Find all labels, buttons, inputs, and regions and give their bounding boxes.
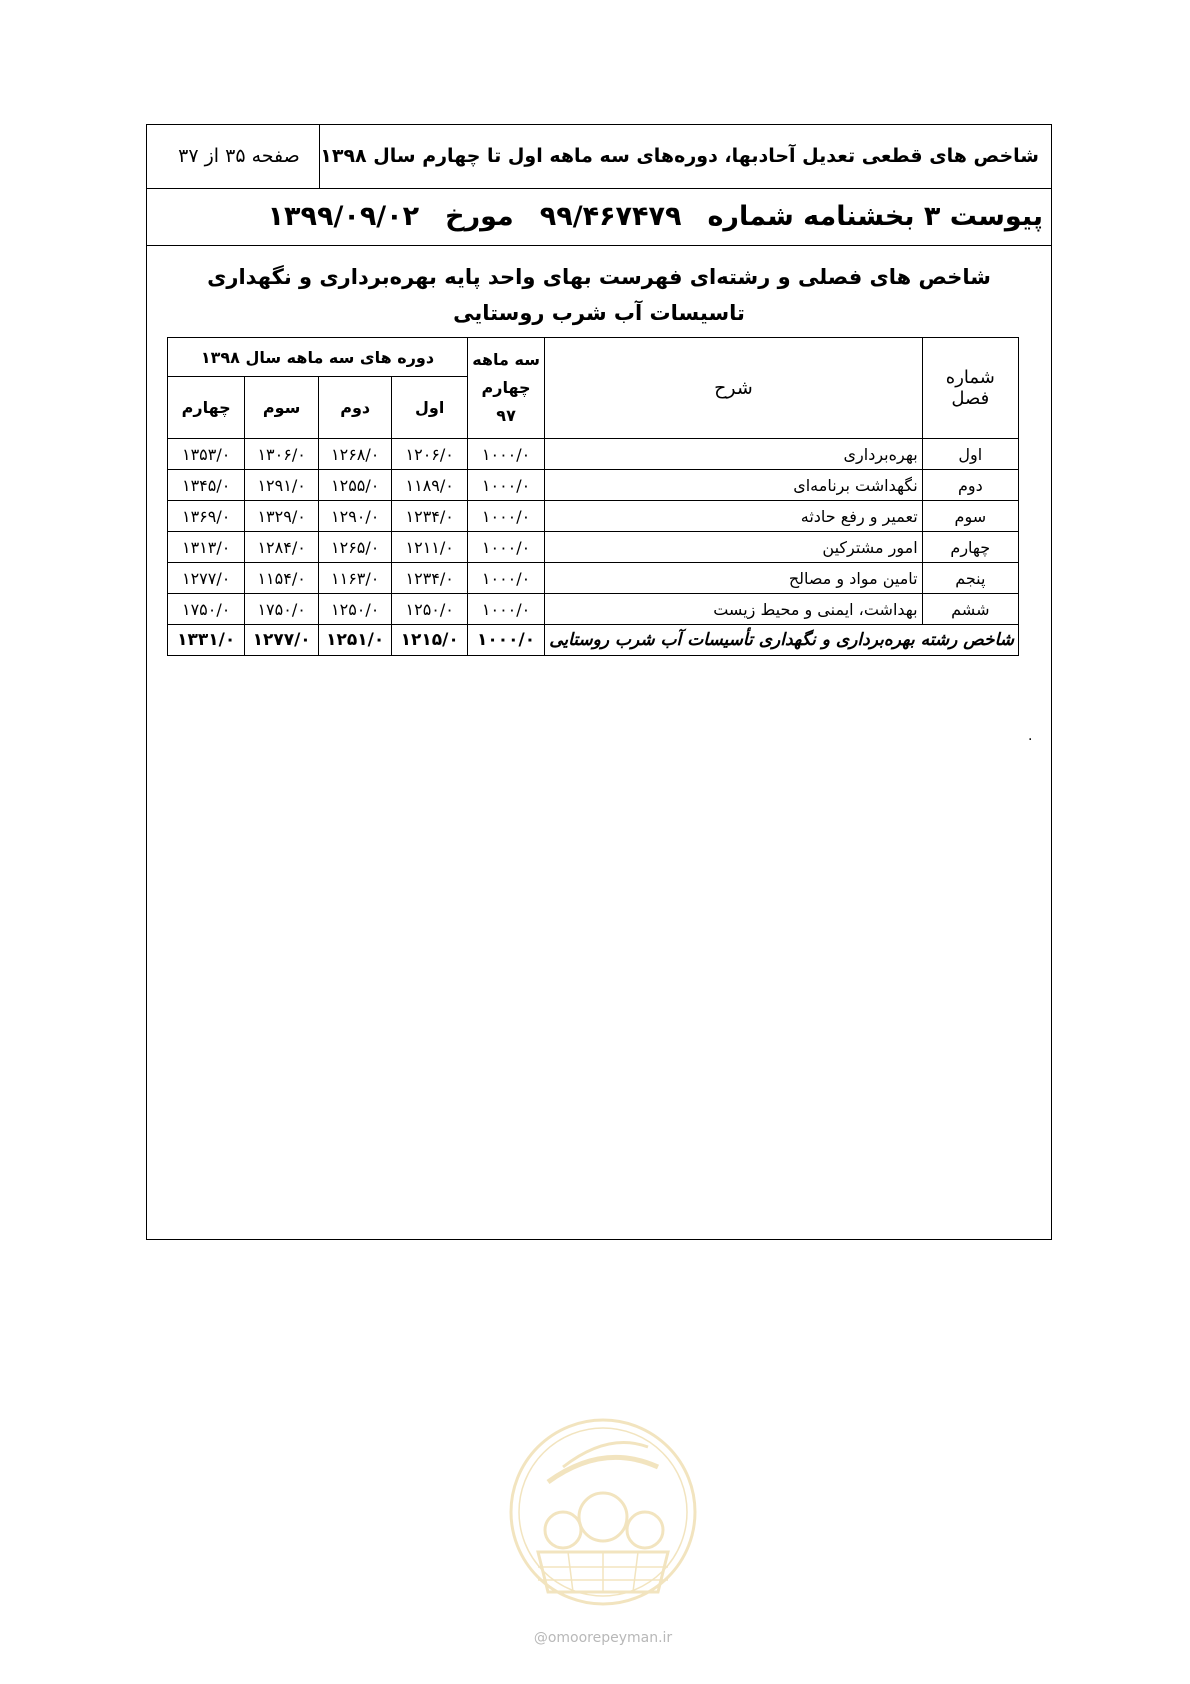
- q1-cell: ۱۲۳۴/۰: [392, 563, 467, 594]
- q4-cell: ۱۲۷۷/۰: [168, 563, 245, 594]
- chapter-cell: اول: [922, 439, 1018, 470]
- quarter-header-4: چهارم: [168, 377, 245, 439]
- quarter-header-2: دوم: [318, 377, 392, 439]
- desc-cell: بهره‌برداری: [545, 439, 922, 470]
- table-row: [168, 594, 1019, 625]
- q3-cell: ۱۲۸۴/۰: [245, 532, 319, 563]
- base-cell: ۱۰۰۰/۰: [467, 439, 544, 470]
- page-number-box: [147, 125, 320, 188]
- company-logo-icon: [508, 1412, 698, 1612]
- quarters-group-header: دوره های سه ماهه سال ۱۳۹۸: [168, 338, 468, 377]
- stray-dot: .: [1028, 728, 1033, 744]
- desc-cell: امور مشترکین: [545, 532, 922, 563]
- q4-cell: ۱۳۱۳/۰: [168, 532, 245, 563]
- q2-cell: ۱۲۹۰/۰: [318, 501, 392, 532]
- base-cell: ۱۰۰۰/۰: [467, 532, 544, 563]
- q2-cell: ۱۲۵۰/۰: [318, 594, 392, 625]
- bulletin-row: [147, 188, 1051, 246]
- index-table: [167, 337, 1019, 656]
- total-q4-cell: ۱۳۳۱/۰: [168, 625, 245, 656]
- chapter-cell: پنجم: [922, 563, 1018, 594]
- base-cell: ۱۰۰۰/۰: [467, 594, 544, 625]
- q1-cell: ۱۲۳۴/۰: [392, 501, 467, 532]
- q1-cell: ۱۲۵۰/۰: [392, 594, 467, 625]
- chapter-cell: چهارم: [922, 532, 1018, 563]
- desc-cell: بهداشت، ایمنی و محیط زیست: [545, 594, 922, 625]
- watermark-text: @omoorepeyman.ir: [533, 1630, 673, 1646]
- table-row: [168, 532, 1019, 563]
- q1-cell: ۱۲۰۶/۰: [392, 439, 467, 470]
- heading-line-1: شاخص های فصلی و رشته‌ای فهرست بهای واحد پایه بهره‌برداری و نگهداری: [207, 265, 991, 289]
- col-base-header: سه ماهه چهارم ۹۷: [467, 338, 544, 439]
- q4-cell: ۱۳۴۵/۰: [168, 470, 245, 501]
- page-number: صفحه ۳۵ از ۳۷: [178, 145, 300, 167]
- q2-cell: ۱۲۵۵/۰: [318, 470, 392, 501]
- quarter-header-1: اول: [392, 377, 467, 439]
- desc-cell: نگهداشت برنامه‌ای: [545, 470, 922, 501]
- table-row: [168, 563, 1019, 594]
- q4-cell: ۱۷۵۰/۰: [168, 594, 245, 625]
- table-row: [168, 501, 1019, 532]
- base-cell: ۱۰۰۰/۰: [467, 563, 544, 594]
- total-q1-cell: ۱۲۱۵/۰: [392, 625, 467, 656]
- total-q3-cell: ۱۲۷۷/۰: [245, 625, 319, 656]
- chapter-cell: ششم: [922, 594, 1018, 625]
- quarter-header-3: سوم: [245, 377, 319, 439]
- document-title: شاخص های قطعی تعدیل آحادبها، دوره‌های سه ماهه اول تا چهارم سال ۱۳۹۸: [320, 145, 1039, 167]
- heading-line-2: تاسیسات آب شرب روستایی: [453, 301, 745, 325]
- total-row: [168, 625, 1019, 656]
- q2-cell: ۱۱۶۳/۰: [318, 563, 392, 594]
- bulletin-number: ۹۹/۴۶۷۴۷۹: [539, 201, 682, 232]
- q1-cell: ۱۲۱۱/۰: [392, 532, 467, 563]
- bulletin-date-label: مورخ: [445, 201, 514, 232]
- bulletin-date: ۱۳۹۹/۰۹/۰۲: [267, 201, 420, 232]
- bulletin-line: [242, 188, 1043, 245]
- chapter-cell: سوم: [922, 501, 1018, 532]
- table-row: [168, 439, 1019, 470]
- q3-cell: ۱۳۲۹/۰: [245, 501, 319, 532]
- total-desc-cell: شاخص رشته بهره‌برداری و نگهداری تأسیسات آب شرب روستایی: [545, 625, 1019, 656]
- col-chapter-header: شماره فصل: [922, 338, 1018, 439]
- desc-cell: تعمیر و رفع حادثه: [545, 501, 922, 532]
- chapter-cell: دوم: [922, 470, 1018, 501]
- q3-cell: ۱۷۵۰/۰: [245, 594, 319, 625]
- document-frame: [146, 124, 1052, 1240]
- header-row: [147, 125, 1051, 189]
- base-cell: ۱۰۰۰/۰: [467, 470, 544, 501]
- section-heading: [147, 259, 1051, 331]
- desc-cell: تامین مواد و مصالح: [545, 563, 922, 594]
- q2-cell: ۱۲۶۵/۰: [318, 532, 392, 563]
- total-base-cell: ۱۰۰۰/۰: [467, 625, 544, 656]
- total-q2-cell: ۱۲۵۱/۰: [318, 625, 392, 656]
- table-row: [168, 470, 1019, 501]
- q2-cell: ۱۲۶۸/۰: [318, 439, 392, 470]
- q4-cell: ۱۳۶۹/۰: [168, 501, 245, 532]
- q4-cell: ۱۳۵۳/۰: [168, 439, 245, 470]
- base-cell: ۱۰۰۰/۰: [467, 501, 544, 532]
- col-desc-header: شرح: [545, 338, 922, 439]
- q3-cell: ۱۱۵۴/۰: [245, 563, 319, 594]
- q3-cell: ۱۳۰۶/۰: [245, 439, 319, 470]
- q3-cell: ۱۲۹۱/۰: [245, 470, 319, 501]
- q1-cell: ۱۱۸۹/۰: [392, 470, 467, 501]
- bulletin-label: پیوست ۳ بخشنامه شماره: [707, 201, 1043, 232]
